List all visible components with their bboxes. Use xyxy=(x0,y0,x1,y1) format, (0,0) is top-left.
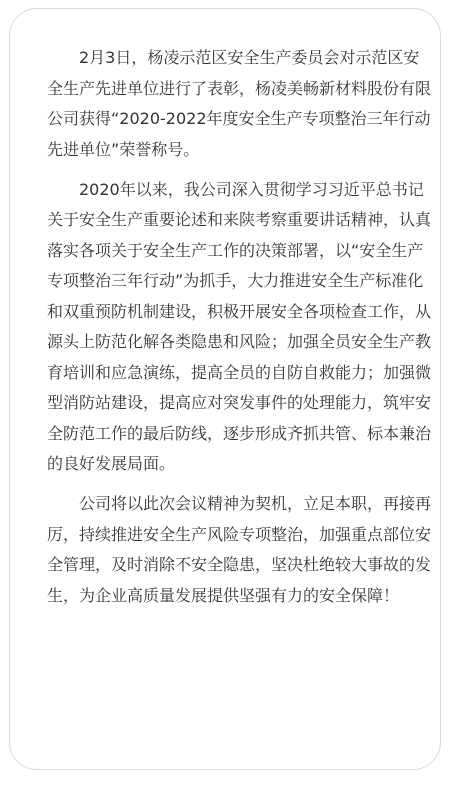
paragraph-commendation: 2月3日，杨凌示范区安全生产委员会对示范区安全生产先进单位进行了表彰，杨凌美畅新材料股份有限公司获得“2020-2022年度安全生产专项整治三年行动先进单位”荣誉称号。 xyxy=(47,48,432,159)
paragraph-outlook: 公司将以此次会议精神为契机，立足本职，再接再厉，持续推进安全生产风险专项整治，加强重点部位安全管理，及时消除不安全隐患，坚决杜绝较大事故的发生，为企业高质量发展提供坚强有力的安全保障！ xyxy=(47,494,432,605)
article-body xyxy=(47,43,431,611)
article-card xyxy=(9,8,441,770)
paragraph-work-summary: 2020年以来，我公司深入贯彻学习习近平总书记关于安全生产重要论述和来陕考察重要讲话精神，认真落实各项关于安全生产工作的决策部署，以“安全生产专项整治三年行动”为抓手，大力推进安全生产标准化和双重预防机制建设，积极开展安全各项检查工作，从源头上防范化解各类隐患和风险；加强全员安全生产教育培训和应急演练，提高全员的自防自救能力；加强微型消防站建设，提高应对突发事件的处理能力，筑牢安全防范工作的最后防线，逐步形成齐抓共管、标本兼治的良好发展局面。 xyxy=(47,179,432,473)
